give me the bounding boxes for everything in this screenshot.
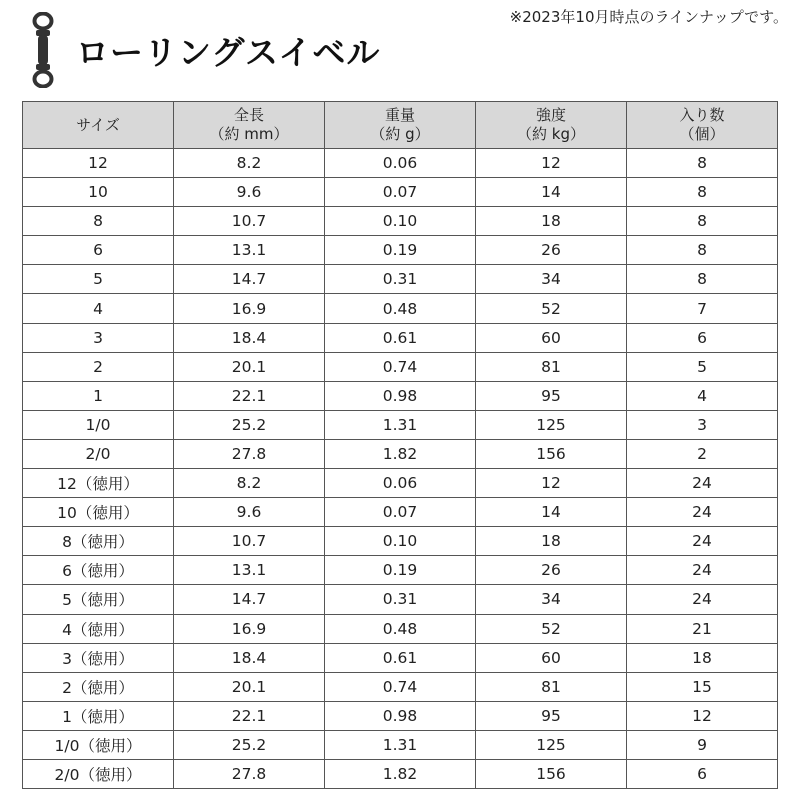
strength-cell: 26 <box>476 236 627 265</box>
quantity-cell: 12 <box>627 701 778 730</box>
table-row <box>23 614 778 643</box>
size-cell: 5（徳用） <box>23 585 174 614</box>
table-row <box>23 556 778 585</box>
quantity-cell: 8 <box>627 178 778 207</box>
quantity-cell: 2 <box>627 439 778 468</box>
size-cell: 10（徳用） <box>23 498 174 527</box>
lineup-note: ※2023年10月時点のラインナップです。 <box>509 8 788 26</box>
quantity-cell: 9 <box>627 730 778 759</box>
table-row <box>23 410 778 439</box>
length-cell: 18.4 <box>174 323 325 352</box>
strength-cell: 52 <box>476 294 627 323</box>
strength-cell: 81 <box>476 352 627 381</box>
table-row <box>23 701 778 730</box>
length-cell: 13.1 <box>174 236 325 265</box>
length-cell: 25.2 <box>174 730 325 759</box>
table-row <box>23 265 778 294</box>
strength-cell: 18 <box>476 527 627 556</box>
size-cell: 6（徳用） <box>23 556 174 585</box>
size-cell: 10 <box>23 178 174 207</box>
length-cell: 14.7 <box>174 585 325 614</box>
table-row <box>23 178 778 207</box>
weight-cell: 0.10 <box>325 527 476 556</box>
size-cell: 5 <box>23 265 174 294</box>
quantity-cell: 24 <box>627 556 778 585</box>
quantity-cell: 15 <box>627 672 778 701</box>
size-cell: 3 <box>23 323 174 352</box>
header-length-unit: （約 mm） <box>209 125 289 143</box>
size-cell: 2/0（徳用） <box>23 759 174 788</box>
weight-cell: 1.31 <box>325 730 476 759</box>
length-cell: 27.8 <box>174 439 325 468</box>
size-cell: 8 <box>23 207 174 236</box>
length-cell: 22.1 <box>174 381 325 410</box>
length-cell: 22.1 <box>174 701 325 730</box>
weight-cell: 0.19 <box>325 236 476 265</box>
strength-cell: 125 <box>476 730 627 759</box>
strength-cell: 26 <box>476 556 627 585</box>
strength-cell: 95 <box>476 701 627 730</box>
size-cell: 4 <box>23 294 174 323</box>
table-row <box>23 323 778 352</box>
quantity-cell: 6 <box>627 323 778 352</box>
table-row <box>23 527 778 556</box>
length-cell: 10.7 <box>174 527 325 556</box>
header-quantity-unit: （個） <box>679 125 725 143</box>
quantity-cell: 18 <box>627 643 778 672</box>
strength-cell: 14 <box>476 498 627 527</box>
weight-cell: 0.07 <box>325 498 476 527</box>
strength-cell: 95 <box>476 381 627 410</box>
header-length <box>174 102 325 149</box>
weight-cell: 0.06 <box>325 149 476 178</box>
weight-cell: 0.61 <box>325 323 476 352</box>
quantity-cell: 24 <box>627 527 778 556</box>
quantity-cell: 6 <box>627 759 778 788</box>
quantity-cell: 5 <box>627 352 778 381</box>
header-weight-unit: （約 g） <box>370 125 430 143</box>
table-row <box>23 352 778 381</box>
strength-cell: 12 <box>476 149 627 178</box>
strength-cell: 14 <box>476 178 627 207</box>
header-size-label: サイズ <box>76 115 120 134</box>
size-cell: 2/0 <box>23 439 174 468</box>
strength-cell: 125 <box>476 410 627 439</box>
weight-cell: 0.98 <box>325 701 476 730</box>
strength-cell: 34 <box>476 265 627 294</box>
length-cell: 8.2 <box>174 149 325 178</box>
weight-cell: 0.98 <box>325 381 476 410</box>
quantity-cell: 21 <box>627 614 778 643</box>
quantity-cell: 8 <box>627 236 778 265</box>
table-row <box>23 672 778 701</box>
quantity-cell: 3 <box>627 410 778 439</box>
length-cell: 25.2 <box>174 410 325 439</box>
quantity-cell: 7 <box>627 294 778 323</box>
quantity-cell: 8 <box>627 149 778 178</box>
table-row <box>23 585 778 614</box>
length-cell: 9.6 <box>174 498 325 527</box>
quantity-cell: 4 <box>627 381 778 410</box>
size-cell: 12 <box>23 149 174 178</box>
size-cell: 1/0（徳用） <box>23 730 174 759</box>
weight-cell: 0.10 <box>325 207 476 236</box>
table-header-row <box>23 102 778 149</box>
length-cell: 16.9 <box>174 614 325 643</box>
length-cell: 20.1 <box>174 352 325 381</box>
size-cell: 1（徳用） <box>23 701 174 730</box>
size-cell: 6 <box>23 236 174 265</box>
table-row <box>23 207 778 236</box>
table-row <box>23 759 778 788</box>
table-row <box>23 236 778 265</box>
length-cell: 13.1 <box>174 556 325 585</box>
header-quantity-label: 入り数 <box>679 106 725 124</box>
weight-cell: 1.31 <box>325 410 476 439</box>
size-cell: 4（徳用） <box>23 614 174 643</box>
weight-cell: 0.06 <box>325 469 476 498</box>
size-cell: 2（徳用） <box>23 672 174 701</box>
strength-cell: 156 <box>476 759 627 788</box>
length-cell: 10.7 <box>174 207 325 236</box>
weight-cell: 0.74 <box>325 672 476 701</box>
strength-cell: 18 <box>476 207 627 236</box>
strength-cell: 60 <box>476 323 627 352</box>
strength-cell: 52 <box>476 614 627 643</box>
table-row <box>23 730 778 759</box>
strength-cell: 156 <box>476 439 627 468</box>
size-cell: 3（徳用） <box>23 643 174 672</box>
quantity-cell: 24 <box>627 469 778 498</box>
table-row <box>23 381 778 410</box>
weight-cell: 0.61 <box>325 643 476 672</box>
table-body <box>23 149 778 789</box>
length-cell: 27.8 <box>174 759 325 788</box>
weight-cell: 0.31 <box>325 265 476 294</box>
title-header <box>30 12 380 88</box>
quantity-cell: 24 <box>627 498 778 527</box>
length-cell: 9.6 <box>174 178 325 207</box>
header-length-label: 全長 <box>233 106 264 124</box>
weight-cell: 0.31 <box>325 585 476 614</box>
header-size <box>23 102 174 149</box>
strength-cell: 12 <box>476 469 627 498</box>
length-cell: 16.9 <box>174 294 325 323</box>
table-row <box>23 643 778 672</box>
header-strength-label: 強度 <box>535 106 566 124</box>
header-quantity <box>627 102 778 149</box>
weight-cell: 0.19 <box>325 556 476 585</box>
length-cell: 14.7 <box>174 265 325 294</box>
header-weight <box>325 102 476 149</box>
table-row <box>23 469 778 498</box>
size-cell: 2 <box>23 352 174 381</box>
page-title: ローリングスイベル <box>76 32 381 72</box>
size-cell: 8（徳用） <box>23 527 174 556</box>
rolling-swivel-icon <box>30 12 56 88</box>
weight-cell: 0.48 <box>325 614 476 643</box>
weight-cell: 0.74 <box>325 352 476 381</box>
size-cell: 1/0 <box>23 410 174 439</box>
weight-cell: 1.82 <box>325 759 476 788</box>
header-strength-unit: （約 kg） <box>517 125 585 143</box>
weight-cell: 1.82 <box>325 439 476 468</box>
spec-table <box>22 101 778 789</box>
strength-cell: 81 <box>476 672 627 701</box>
quantity-cell: 8 <box>627 265 778 294</box>
length-cell: 18.4 <box>174 643 325 672</box>
size-cell: 12（徳用） <box>23 469 174 498</box>
table-row <box>23 294 778 323</box>
weight-cell: 0.48 <box>325 294 476 323</box>
weight-cell: 0.07 <box>325 178 476 207</box>
length-cell: 20.1 <box>174 672 325 701</box>
strength-cell: 34 <box>476 585 627 614</box>
quantity-cell: 8 <box>627 207 778 236</box>
table-row <box>23 498 778 527</box>
header-weight-label: 重量 <box>384 106 415 124</box>
quantity-cell: 24 <box>627 585 778 614</box>
header-strength <box>476 102 627 149</box>
size-cell: 1 <box>23 381 174 410</box>
strength-cell: 60 <box>476 643 627 672</box>
table-row <box>23 149 778 178</box>
length-cell: 8.2 <box>174 469 325 498</box>
table-row <box>23 439 778 468</box>
